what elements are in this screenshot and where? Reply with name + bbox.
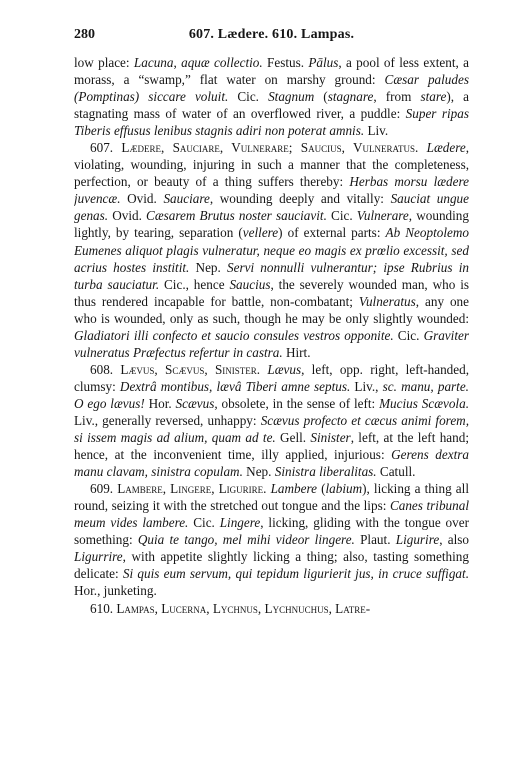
- paragraph-p-607: [74, 139, 469, 361]
- entry-heading: Lædere, Sauciare, Vulnerare; Saucius, Vulneratus.: [121, 140, 419, 156]
- italic-text: Dextrâ montibus, lævâ Tiberi amne septus.: [119, 378, 351, 394]
- book-page: [74, 24, 469, 754]
- italic-text: Cæsarem Brutus noster sauciavit.: [146, 208, 327, 224]
- paragraph-p-609: [74, 480, 469, 599]
- italic-text: Lacuna: [133, 55, 174, 70]
- text-run: 607.: [90, 140, 122, 156]
- text-run: 608.: [90, 361, 121, 377]
- text-run: ) of external parts:: [278, 225, 386, 241]
- text-run: , from: [373, 89, 421, 105]
- paragraph-p-610: [74, 600, 469, 617]
- italic-text: Stagnum: [268, 89, 315, 105]
- italic-text: Sauciare: [163, 191, 210, 207]
- text-run: ), a stagnating mass of water of an overflowed river, a puddle:: [74, 89, 469, 122]
- italic-text: Mucius Scævola.: [379, 395, 469, 411]
- italic-text: Ab Neoptolemo Eumenes aliquot plagis vulneratur, neque eo magis ex prœlio excessit, sed acrius hostes institit.: [74, 225, 469, 275]
- italic-text: Lævus: [267, 361, 302, 377]
- text-run: , the severely wounded man, who is thus rendered incapable for battle, non-combatant;: [74, 276, 469, 309]
- text-run: Ovid.: [108, 208, 147, 224]
- text-run: (: [316, 481, 326, 497]
- text-run: , a pool of less extent, a morass, a “swamp,” flat water on marshy ground:: [74, 55, 469, 88]
- italic-text: stagnare: [327, 89, 374, 105]
- body-text: [74, 54, 469, 617]
- text-run: Hor., junketing.: [74, 583, 157, 599]
- text-run: Festus.: [262, 55, 309, 70]
- text-run: , with appetite slightly licking a thing; also, tasting something delicate:: [74, 549, 469, 582]
- text-run: (: [314, 89, 328, 105]
- italic-text: Lingere: [219, 515, 261, 531]
- text-run: , any one who is wounded, only as such, though he may be only slightly wounded:: [74, 293, 469, 326]
- text-run: , obsolete, in the sense of left:: [214, 395, 380, 411]
- text-run: Ovid.: [120, 191, 164, 207]
- text-run: Liv.,: [350, 378, 383, 394]
- italic-text: Cæsar paludes (Pomptinas) siccare voluit.: [74, 72, 469, 105]
- text-run: Liv.: [364, 123, 389, 139]
- italic-text: Pālus: [308, 55, 339, 70]
- text-run: ,: [173, 55, 182, 70]
- running-head: 607. Lædere. 610. Lampas.: [188, 27, 355, 42]
- text-run: Liv., generally reversed, unhappy:: [74, 412, 261, 428]
- italic-text: Scævus: [175, 395, 215, 411]
- italic-text: Ligurire: [395, 532, 440, 548]
- italic-text: Sinistra liberalitas.: [274, 464, 377, 480]
- text-run: [418, 140, 426, 155]
- text-run: Cic.: [326, 208, 357, 224]
- text-run: Catull.: [376, 464, 416, 480]
- italic-text: Gerens dextra manu clavam, sinistra copulam.: [74, 447, 469, 480]
- italic-text: aquæ collectio.: [181, 55, 263, 70]
- text-run: Nep.: [242, 464, 275, 480]
- italic-text: Ligurrire: [74, 549, 123, 565]
- page-header: [74, 24, 469, 50]
- italic-text: Lambere: [270, 481, 317, 497]
- italic-text: Graviter vulneratus Præfectus refertur in castra.: [74, 327, 469, 360]
- text-run: Gell.: [275, 430, 311, 446]
- italic-text: Lædere: [426, 140, 466, 156]
- italic-text: Super ripas Tiberis effusus lenibus stagnis adiri non poterat amnis.: [74, 106, 469, 139]
- text-run: , left, opp. right, left-handed, clumsy:: [74, 361, 469, 394]
- text-run: 610.: [90, 600, 117, 616]
- italic-text: Servi nonnulli vulnerantur; ipse Rubrius in turba sauciatur.: [74, 259, 469, 292]
- italic-text: O ego lævus!: [74, 395, 145, 411]
- italic-text: Vulneratus: [358, 293, 416, 309]
- text-run: , licking, gliding with the tongue over something:: [74, 515, 469, 548]
- text-run: Cic.: [228, 89, 269, 105]
- text-run: Cic., hence: [159, 276, 230, 292]
- text-run: Hor.: [144, 395, 176, 411]
- italic-text: vellere: [242, 225, 279, 241]
- italic-text: Vulnerare: [356, 208, 409, 224]
- entry-heading: Lampas, Lucerna, Lychnus, Lychnuchus, Latre-: [116, 600, 371, 616]
- italic-text: Herbas morsu lædere juvencæ.: [74, 174, 469, 207]
- italic-text: Canes tribunal meum vides lambere.: [74, 498, 469, 531]
- italic-text: Sauciat ungue genas.: [74, 191, 469, 224]
- text-run: , violating, wounding, injuring in such a manner that the completeness, perfection, or beauty of a thing suffers thereby:: [74, 140, 469, 190]
- italic-text: stare: [420, 89, 447, 105]
- paragraph-p-608: [74, 361, 469, 480]
- italic-text: Sinister: [310, 430, 351, 446]
- text-run: , wounding lightly, by tearing, separation (: [74, 208, 469, 241]
- text-run: Hirt.: [282, 344, 311, 360]
- italic-text: Quia te tango, mel mihi videor lingere.: [137, 532, 355, 548]
- text-run: Cic.: [188, 515, 220, 531]
- entry-heading: Lævus, Scævus, Sinister.: [120, 361, 261, 377]
- text-run: , left, at the left hand; hence, at the inconvenient time, illy applied, injurious:: [74, 430, 469, 463]
- text-run: , also: [439, 532, 469, 548]
- text-run: , wounding deeply and vitally:: [209, 191, 391, 207]
- page-number: 280: [74, 27, 95, 42]
- italic-text: Gladiatori illi confecto et saucio consules vestros opponite.: [74, 327, 394, 343]
- text-run: low place:: [74, 55, 134, 70]
- entry-heading: Lambere, Lingere, Ligurire.: [117, 481, 267, 497]
- italic-text: labium: [325, 481, 363, 497]
- italic-text: Scævus profecto et cæcus animi forem, si issem magis ad alium, quam ad te.: [74, 412, 469, 446]
- text-run: Cic.: [393, 327, 424, 343]
- text-run: Nep.: [189, 259, 228, 275]
- text-run: ), licking a thing all round, seizing it with the stretched out tongue and the lips:: [74, 481, 469, 514]
- italic-text: sc. manu, parte.: [382, 378, 469, 394]
- text-run: Plaut.: [354, 532, 396, 548]
- italic-text: Saucius: [229, 276, 271, 292]
- paragraph-p-palus: [74, 54, 469, 139]
- italic-text: Si quis eum servum, qui tepidum ligurierit jus, in cruce suffigat.: [122, 566, 469, 582]
- text-run: 609.: [90, 481, 118, 497]
